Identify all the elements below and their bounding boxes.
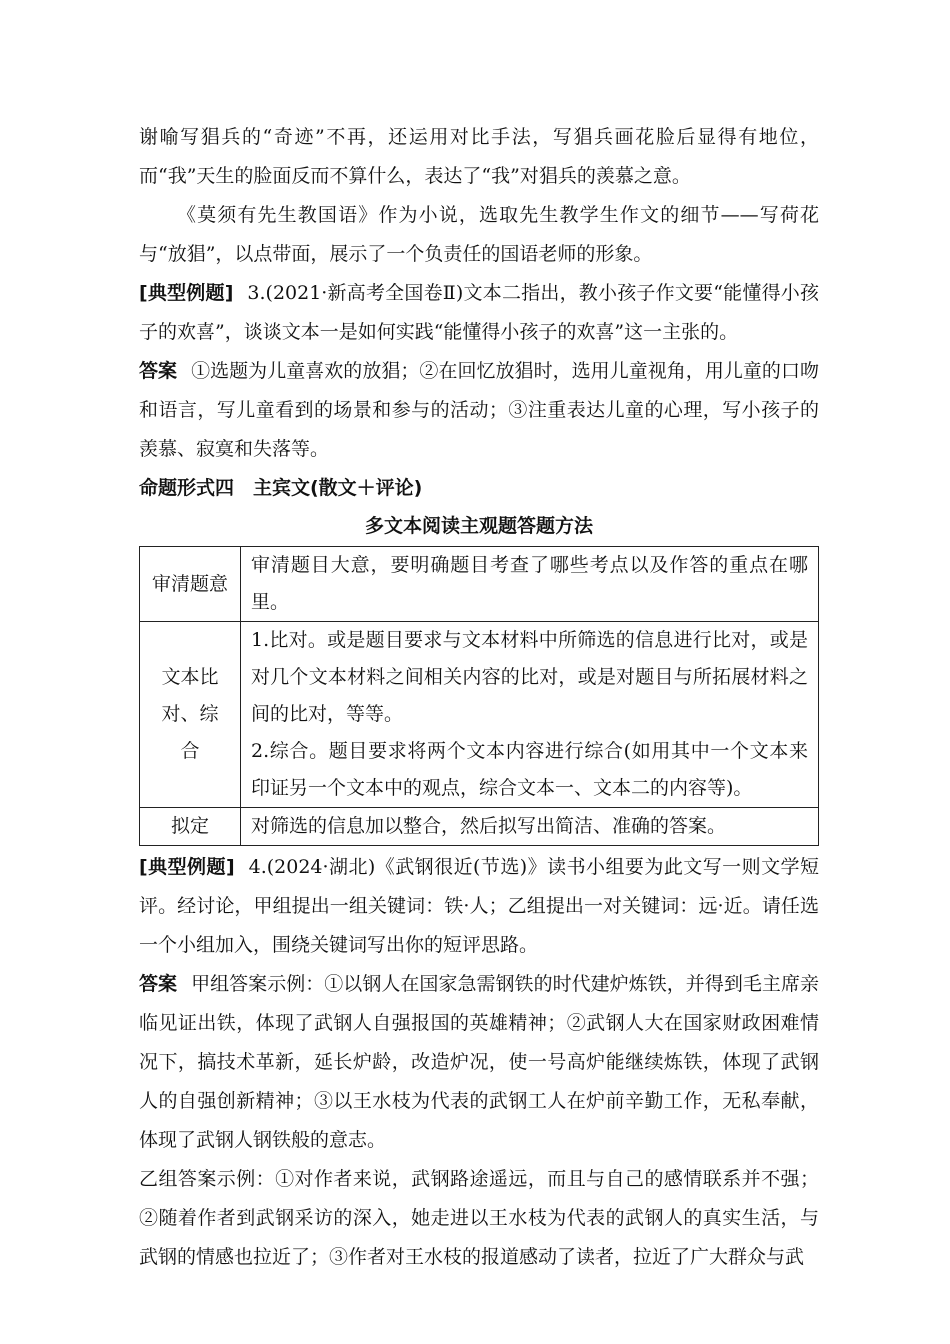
answer-tag: 答案 (139, 360, 178, 382)
row-label: 文本比对、综合 (140, 622, 241, 808)
example-3-text: 3.(2021·新高考全国卷Ⅱ)文本二指出，教小孩子作文要“能懂得小孩子的欢喜”，谈谈文本一是如何实践“能懂得小孩子的欢喜”这一主张的。 (139, 282, 819, 343)
answer-4-part-2: 乙组答案示例：①对作者来说，武钢路途遥远，而且与自己的感情联系并不强；②随着作者到武钢采访的深入，她走进以王水枝为代表的武钢人的真实生活，与武钢的情感也拉近了；③作者对王水枝的报道感动了读者，拉近了广大群众与武 (139, 1168, 819, 1268)
example-tag: [典型例题] (139, 282, 234, 304)
document-content (139, 118, 819, 1277)
paragraph-2: 《莫须有先生教国语》作为小说，选取先生教学生作文的细节——写荷花与“放猖”，以点带面，展示了一个负责任的国语老师的形象。 (139, 204, 819, 265)
example-3 (139, 274, 819, 352)
row-label: 拟定 (140, 808, 241, 846)
table-row (140, 622, 819, 808)
table-title: 多文本阅读主观题答题方法 (364, 515, 593, 537)
answer-3-text: ①选题为儿童喜欢的放猖；②在回忆放猖时，选用儿童视角，用儿童的口吻和语言，写儿童看到的场景和参与的活动；③注重表达儿童的心理，写小孩子的羡慕、寂寞和失落等。 (139, 360, 819, 460)
answer-3 (139, 352, 819, 469)
section-heading: 命题形式四 主宾文(散文＋评论) (139, 477, 423, 499)
paragraph-1: 谢喻写猖兵的“奇迹”不再，还运用对比手法，写猖兵画花脸后显得有地位，而“我”天生的脸面反而不算什么，表达了“我”对猖兵的羡慕之意。 (139, 126, 819, 187)
table-row (140, 808, 819, 846)
answer-4 (139, 965, 819, 1160)
row-label: 审清题意 (140, 547, 241, 622)
row-content: 审清题目大意，要明确题目考查了哪些考点以及作答的重点在哪里。 (241, 547, 819, 622)
answer-4-text: 甲组答案示例：①以钢人在国家急需钢铁的时代建炉炼铁，并得到毛主席亲临见证出铁，体现了武钢人自强报国的英雄精神；②武钢人大在国家财政困难情况下，搞技术革新，延长炉龄，改造炉况，使一号高炉能继续炼铁，体现了武钢人的自强创新精神；③以王水枝为代表的武钢工人在炉前辛勤工作，无私奉献，体现了武钢人钢铁般的意志。 (139, 973, 819, 1151)
row-content-line: 2.综合。题目要求将两个文本内容进行综合(如用其中一个文本来印证另一个文本中的观点，综合文本一、文本二的内容等)。 (251, 740, 808, 799)
row-content (241, 622, 819, 808)
example-tag: [典型例题] (139, 856, 235, 878)
method-table (139, 546, 819, 846)
row-content: 对筛选的信息加以整合，然后拟写出简洁、准确的答案。 (241, 808, 819, 846)
row-content-line: 1.比对。或是题目要求与文本材料中所筛选的信息进行比对，或是对几个文本材料之间相关内容的比对，或是对题目与所拓展材料之间的比对，等等。 (251, 629, 808, 725)
answer-tag: 答案 (139, 973, 178, 995)
table-row (140, 547, 819, 622)
example-4-text: 4.(2024·湖北)《武钢很近(节选)》读书小组要为此文写一则文学短评。经讨论，甲组提出一组关键词：铁·人；乙组提出一对关键词：远·近。请任选一个小组加入，围绕关键词写出你的短评思路。 (139, 856, 819, 956)
example-4 (139, 848, 819, 965)
